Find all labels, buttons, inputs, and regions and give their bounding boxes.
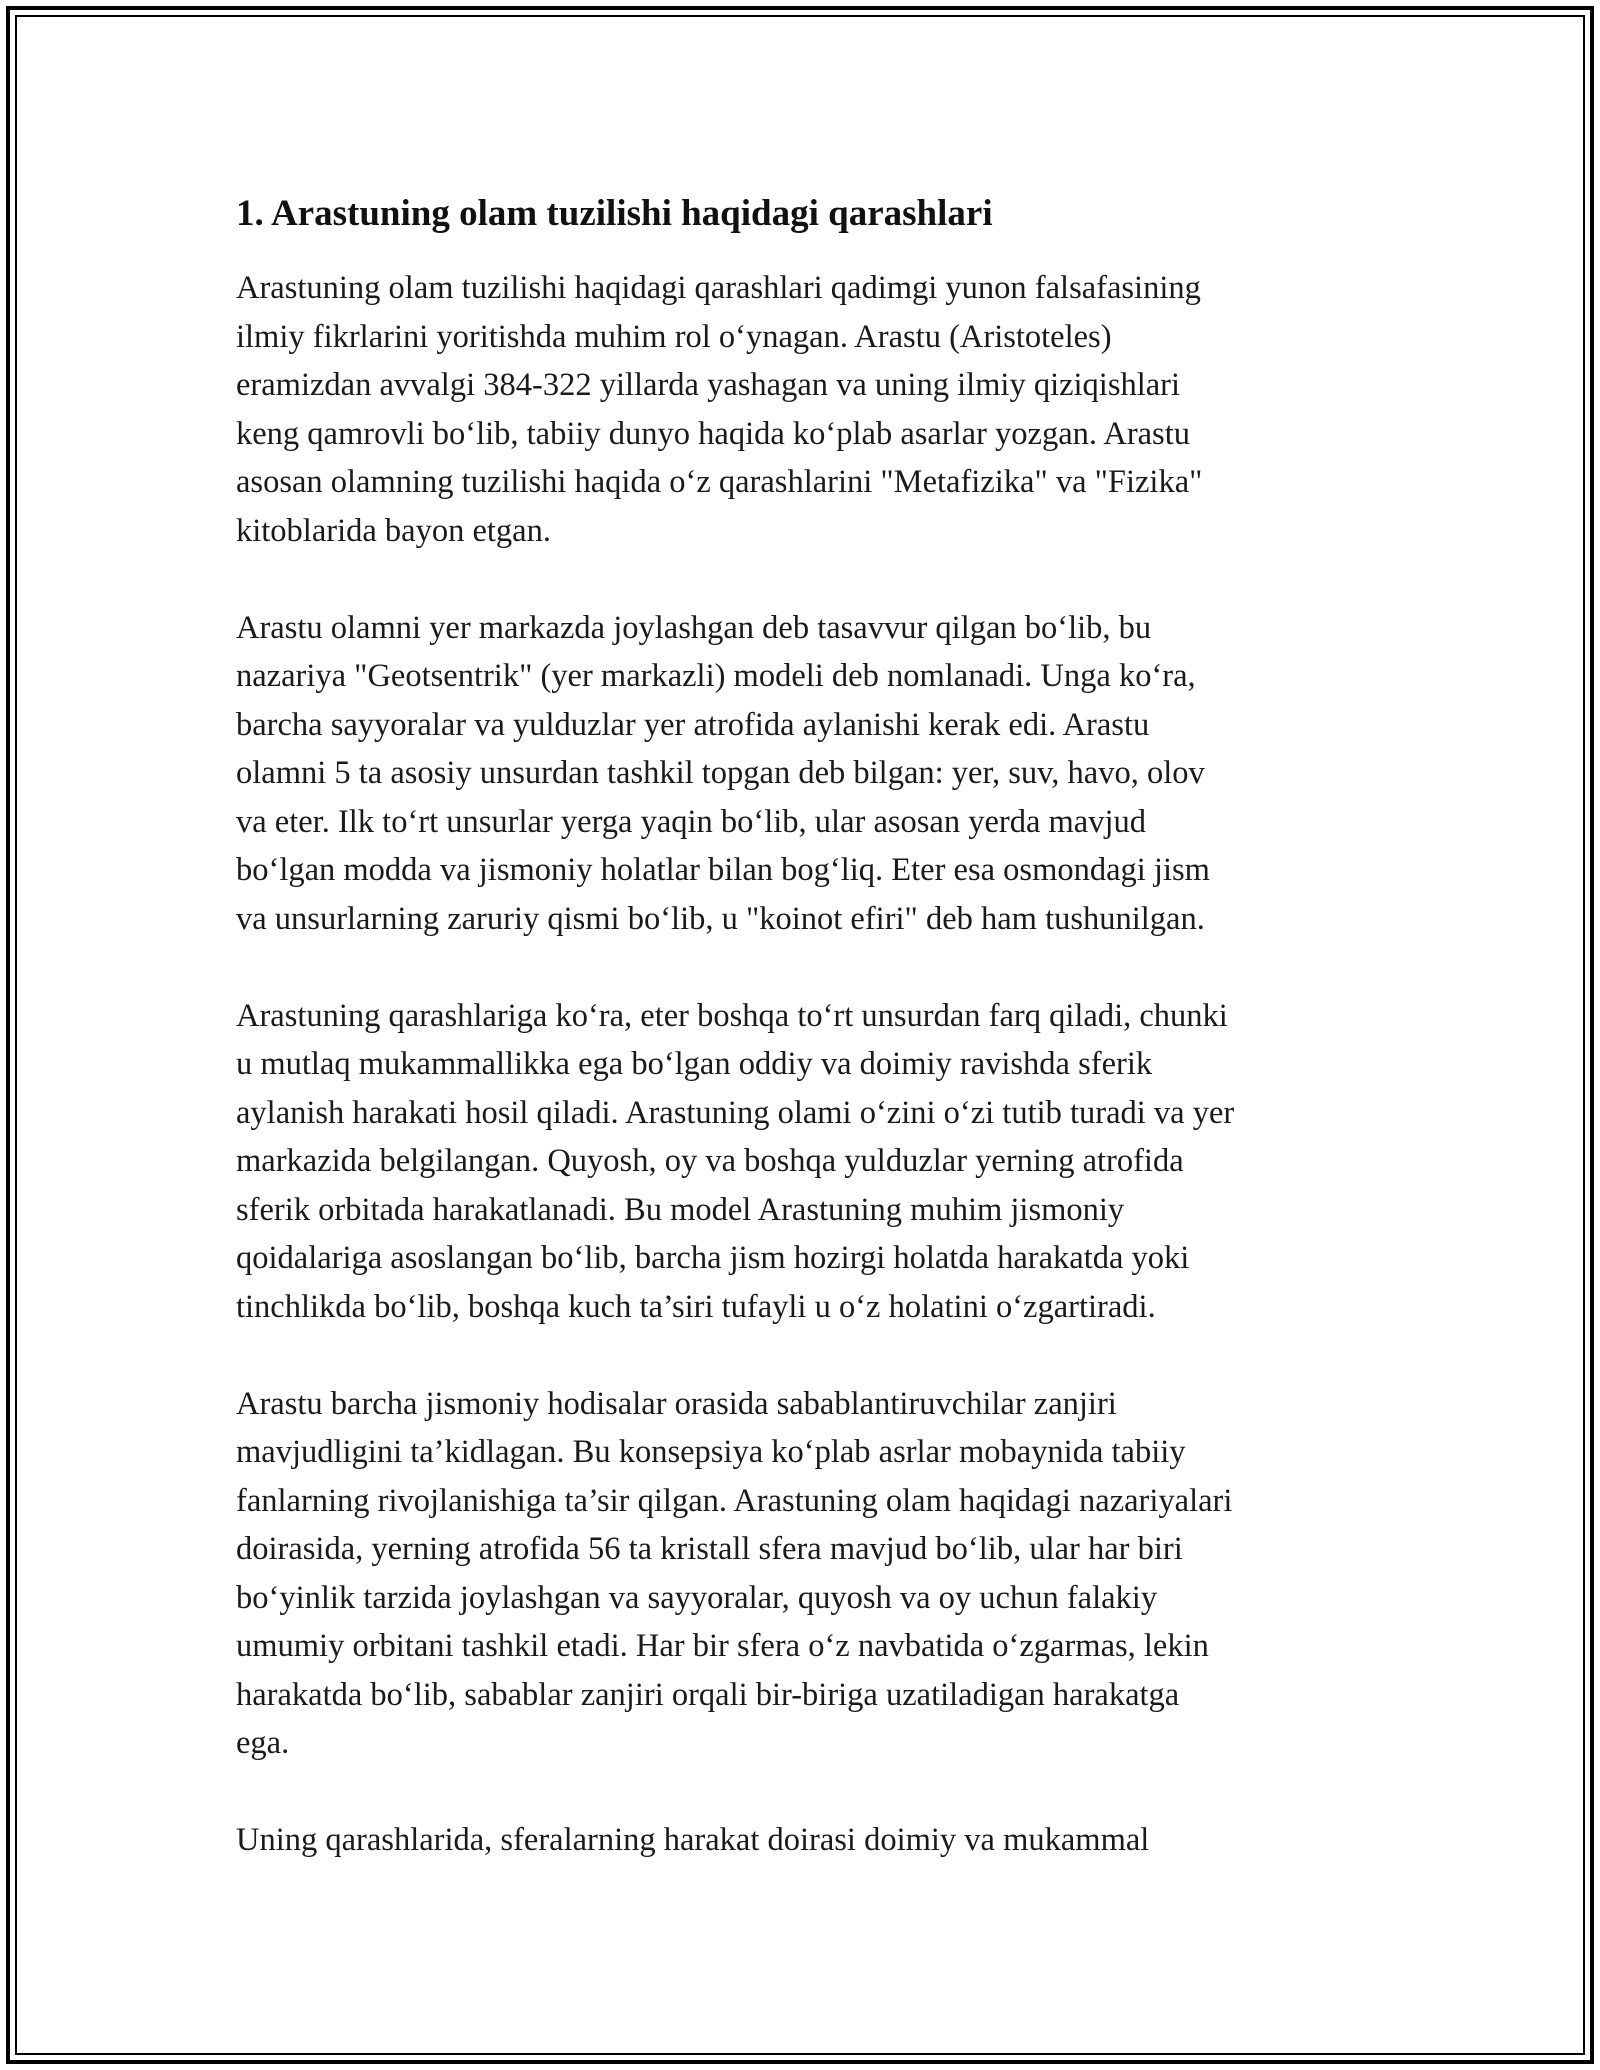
- text-line: doirasida, yerning atrofida 56 ta kristall sfera mavjud bo‘lib, ular har biri: [236, 1531, 1183, 1567]
- text-line: keng qamrovli bo‘lib, tabiiy dunyo haqida ko‘plab asarlar yozgan. Arastu: [236, 415, 1190, 452]
- text-line: Arastu barcha jismoniy hodisalar orasida sabablantiruvchilar zanjiri: [236, 1385, 1117, 1422]
- text-line: mavjudligini ta’kidlagan. Bu konsepsiya ko‘plab asrlar mobaynida tabiiy: [236, 1434, 1186, 1470]
- document-body: [236, 190, 1376, 1913]
- paragraph-5: [236, 1816, 1376, 1865]
- text-line: fanlarning rivojlanishiga ta’sir qilgan. Arastuning olam haqidagi nazariyalari: [236, 1482, 1233, 1519]
- paragraph-4: [236, 1380, 1376, 1768]
- text-line: bo‘lgan modda va jismoniy holatlar bilan bog‘liq. Eter esa osmondagi jism: [236, 852, 1210, 888]
- text-line: barcha sayyoralar va yulduzlar yer atrofida aylanishi kerak edi. Arastu: [236, 706, 1150, 743]
- text-line: nazariya "Geotsentrik" (yer markazli) modeli deb nomlanadi. Unga ko‘ra,: [236, 658, 1196, 694]
- text-line: kitoblarida bayon etgan.: [236, 512, 551, 549]
- text-line: markazida belgilangan. Quyosh, oy va boshqa yulduzlar yerning atrofida: [236, 1143, 1184, 1179]
- text-line: ega.: [236, 1725, 290, 1761]
- text-line: umumiy orbitani tashkil etadi. Har bir sfera o‘z navbatida o‘zgarmas, lekin: [236, 1628, 1209, 1664]
- paragraph-2: [236, 604, 1376, 944]
- text-line: va eter. Ilk to‘rt unsurlar yerga yaqin bo‘lib, ular asosan yerda mavjud: [236, 803, 1147, 840]
- text-line: asosan olamning tuzilishi haqida o‘z qarashlarini "Metafizika" va "Fizika": [236, 464, 1203, 500]
- text-line: va unsurlarning zaruriy qismi bo‘lib, u "koinot efiri" deb ham tushunilgan.: [236, 900, 1205, 937]
- paragraph-1: [236, 264, 1376, 555]
- text-line: aylanish harakati hosil qiladi. Arastuning olami o‘zini o‘zi tutib turadi va yer: [236, 1094, 1235, 1131]
- text-line: olamni 5 ta asosiy unsurdan tashkil topgan deb bilgan: yer, suv, havo, olov: [236, 755, 1205, 791]
- section-title: 1. Arastuning olam tuzilishi haqidagi qarashlari: [236, 193, 993, 234]
- text-line: harakatda bo‘lib, sabablar zanjiri orqali bir-biriga uzatiladigan harakatga: [236, 1676, 1180, 1713]
- text-line: Uning qarashlarida, sferalarning harakat doirasi doimiy va mukammal: [236, 1822, 1150, 1858]
- text-line: Arastu olamni yer markazda joylashgan deb tasavvur qilgan bo‘lib, bu: [236, 609, 1152, 646]
- text-line: sferik orbitada harakatlanadi. Bu model Arastuning muhim jismoniy: [236, 1191, 1125, 1228]
- text-line: u mutlaq mukammallikka ega bo‘lgan oddiy va doimiy ravishda sferik: [236, 1046, 1153, 1082]
- text-line: Arastuning qarashlariga ko‘ra, eter boshqa to‘rt unsurdan farq qiladi, chunki: [236, 997, 1228, 1034]
- text-line: tinchlikda bo‘lib, boshqa kuch ta’siri tufayli u o‘z holatini o‘zgartiradi.: [236, 1288, 1156, 1325]
- paragraph-3: [236, 992, 1376, 1332]
- text-line: bo‘yinlik tarzida joylashgan va sayyoralar, quyosh va oy uchun falakiy: [236, 1579, 1158, 1616]
- text-line: ilmiy fikrlarini yoritishda muhim rol o‘ynagan. Arastu (Aristoteles): [236, 318, 1112, 355]
- text-line: Arastuning olam tuzilishi haqidagi qarashlari qadimgi yunon falsafasining: [236, 270, 1201, 306]
- text-line: qoidalariga asoslangan bo‘lib, barcha jism hozirgi holatda harakatda yoki: [236, 1240, 1190, 1276]
- text-line: eramizdan avvalgi 384-322 yillarda yashagan va uning ilmiy qiziqishlari: [236, 367, 1181, 403]
